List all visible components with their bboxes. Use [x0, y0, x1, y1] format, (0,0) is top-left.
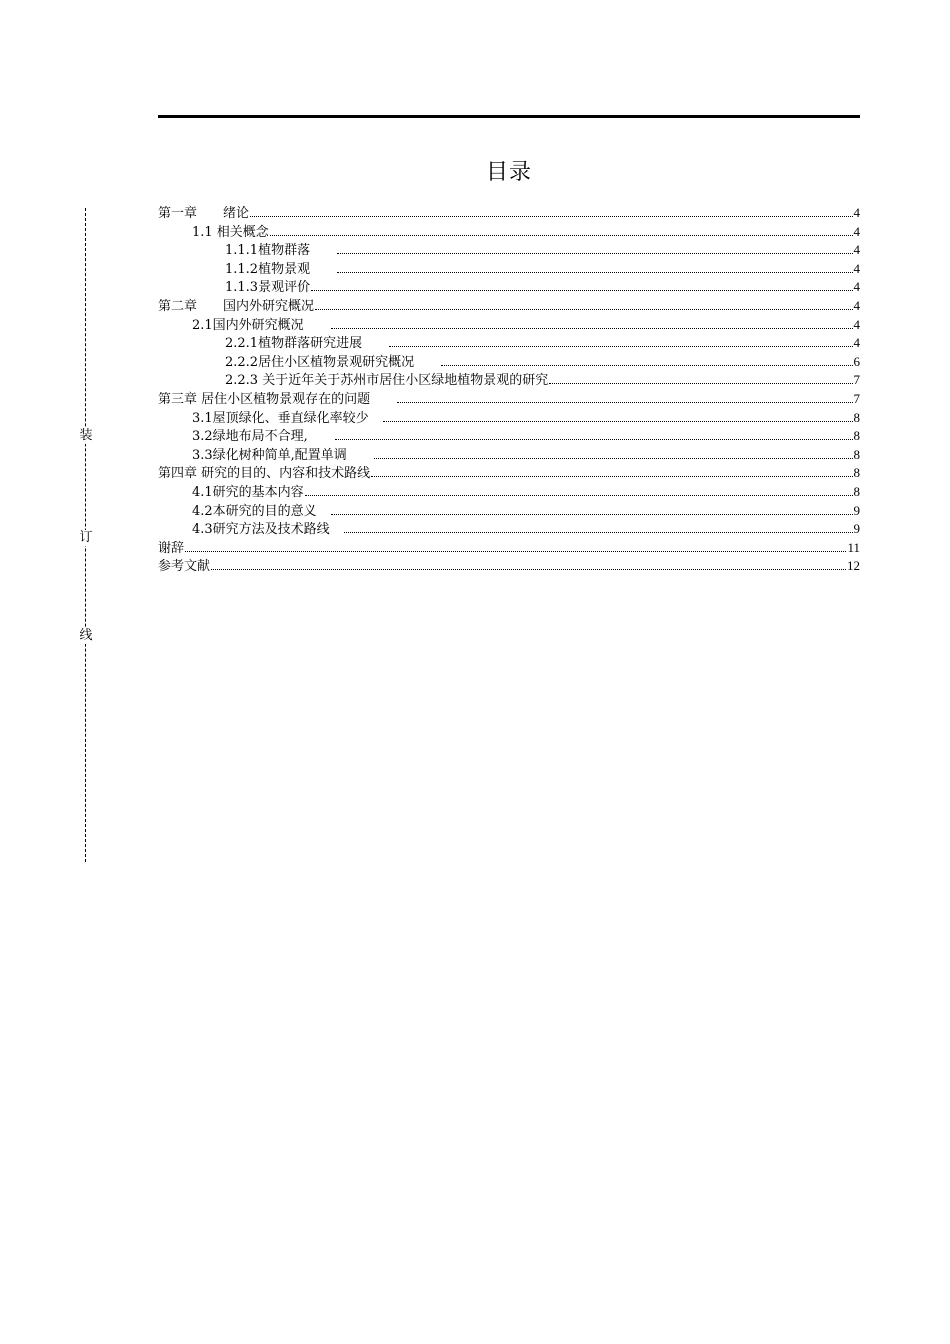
toc-leader-dots: [211, 569, 846, 570]
toc-entry-title: 4.2本研究的目的意义: [192, 503, 330, 519]
toc-leader-dots: [371, 476, 852, 477]
binding-line: [76, 208, 96, 862]
toc-entry-title: 第四章 研究的目的、内容和技术路线: [158, 466, 371, 482]
toc-entry-title: 谢辞: [158, 540, 185, 556]
toc-entry[interactable]: [158, 464, 860, 483]
toc-entry-title: 1.1.2植物景观: [225, 261, 337, 277]
toc-entry[interactable]: [158, 371, 860, 390]
toc-page-number: 8: [853, 428, 860, 444]
toc-leader-dots: [335, 439, 853, 440]
toc-page-number: 12: [847, 558, 860, 574]
toc-leader-dots: [549, 383, 852, 384]
toc-entry[interactable]: [158, 353, 860, 372]
toc-page-number: 8: [853, 483, 860, 499]
toc-entry[interactable]: [158, 260, 860, 279]
toc-leader-dots: [337, 272, 852, 273]
toc-entry[interactable]: [158, 241, 860, 260]
page-title: 目录: [485, 160, 532, 185]
table-of-contents: [158, 204, 860, 576]
toc-entry-title: 4.3研究方法及技术路线: [192, 522, 343, 538]
toc-page-number: 9: [853, 521, 860, 537]
toc-entry[interactable]: [158, 390, 860, 409]
toc-leader-dots: [337, 253, 852, 254]
toc-entry[interactable]: [158, 446, 860, 465]
toc-entry[interactable]: [158, 223, 860, 242]
toc-entry[interactable]: [158, 427, 860, 446]
toc-entry-title: 第一章 绪论: [158, 206, 250, 221]
toc-entry[interactable]: [158, 409, 860, 428]
toc-entry-title: 2.1国内外研究概况: [192, 317, 330, 333]
toc-entry[interactable]: [158, 520, 860, 539]
toc-entry[interactable]: [158, 334, 860, 353]
toc-entry[interactable]: [158, 483, 860, 502]
toc-leader-dots: [374, 458, 853, 459]
toc-entry-title: 1.1.3景观评价: [225, 280, 311, 296]
toc-page-number: 8: [853, 446, 860, 462]
toc-page-number: 4: [853, 242, 860, 258]
toc-leader-dots: [389, 346, 852, 347]
toc-entry-title: 第二章 国内外研究概况: [158, 298, 315, 314]
toc-entry[interactable]: [158, 297, 860, 316]
toc-entry-title: 1.1.1植物群落: [225, 243, 337, 259]
toc-entry-title: 3.1屋顶绿化、垂直绿化率较少: [192, 410, 382, 426]
toc-page-number: 4: [853, 335, 860, 351]
toc-page-number: 7: [853, 372, 860, 388]
toc-page-number: 8: [853, 409, 860, 425]
toc-page-number: 4: [853, 297, 860, 313]
toc-entry-title: 3.3绿化树种简单,配置单调: [192, 447, 373, 463]
toc-leader-dots: [397, 402, 852, 403]
toc-leader-dots: [331, 514, 853, 515]
toc-page-number: 7: [853, 390, 860, 406]
toc-leader-dots: [250, 216, 852, 217]
toc-leader-dots: [441, 365, 852, 366]
toc-entry-title: 2.2.1植物群落研究进展: [225, 336, 389, 352]
toc-entry-title: 第三章 居住小区植物景观存在的问题: [158, 391, 397, 407]
toc-page-number: 4: [853, 205, 860, 220]
toc-entry-title: 4.1研究的基本内容: [192, 484, 304, 500]
toc-page-number: 9: [853, 502, 860, 518]
toc-page-number: 4: [853, 223, 860, 239]
toc-entry-title: 2.2.3 关于近年关于苏州市居住小区绿地植物景观的研究: [225, 373, 549, 389]
toc-entry[interactable]: [158, 557, 860, 576]
toc-entry-title: 2.2.2居住小区植物景观研究概况: [225, 354, 441, 370]
binding-char: 线: [76, 628, 96, 644]
toc-page-number: 4: [853, 260, 860, 276]
toc-page-number: 4: [853, 279, 860, 295]
toc-leader-dots: [331, 328, 853, 329]
toc-page-number: 4: [853, 316, 860, 332]
toc-leader-dots: [305, 495, 853, 496]
toc-page-number: 6: [853, 353, 860, 369]
toc-entry[interactable]: [158, 539, 860, 558]
toc-entry[interactable]: [158, 316, 860, 335]
toc-entry-title: 1.1 相关概念: [192, 224, 269, 240]
toc-entry[interactable]: [158, 278, 860, 297]
toc-leader-dots: [185, 551, 846, 552]
toc-leader-dots: [344, 532, 853, 533]
toc-entry[interactable]: [158, 204, 860, 223]
toc-entry-title: 3.2绿地布局不合理,: [192, 429, 334, 445]
toc-page-number: 11: [847, 539, 860, 555]
toc-leader-dots: [383, 421, 853, 422]
toc-leader-dots: [315, 309, 852, 310]
header-rule: [158, 115, 860, 118]
binding-char: 订: [76, 530, 96, 546]
toc-entry[interactable]: [158, 502, 860, 521]
binding-char: 装: [76, 428, 96, 444]
toc-page-number: 8: [853, 465, 860, 481]
toc-leader-dots: [270, 235, 853, 236]
toc-entry-title: 参考文献: [158, 559, 211, 575]
toc-leader-dots: [311, 290, 852, 291]
